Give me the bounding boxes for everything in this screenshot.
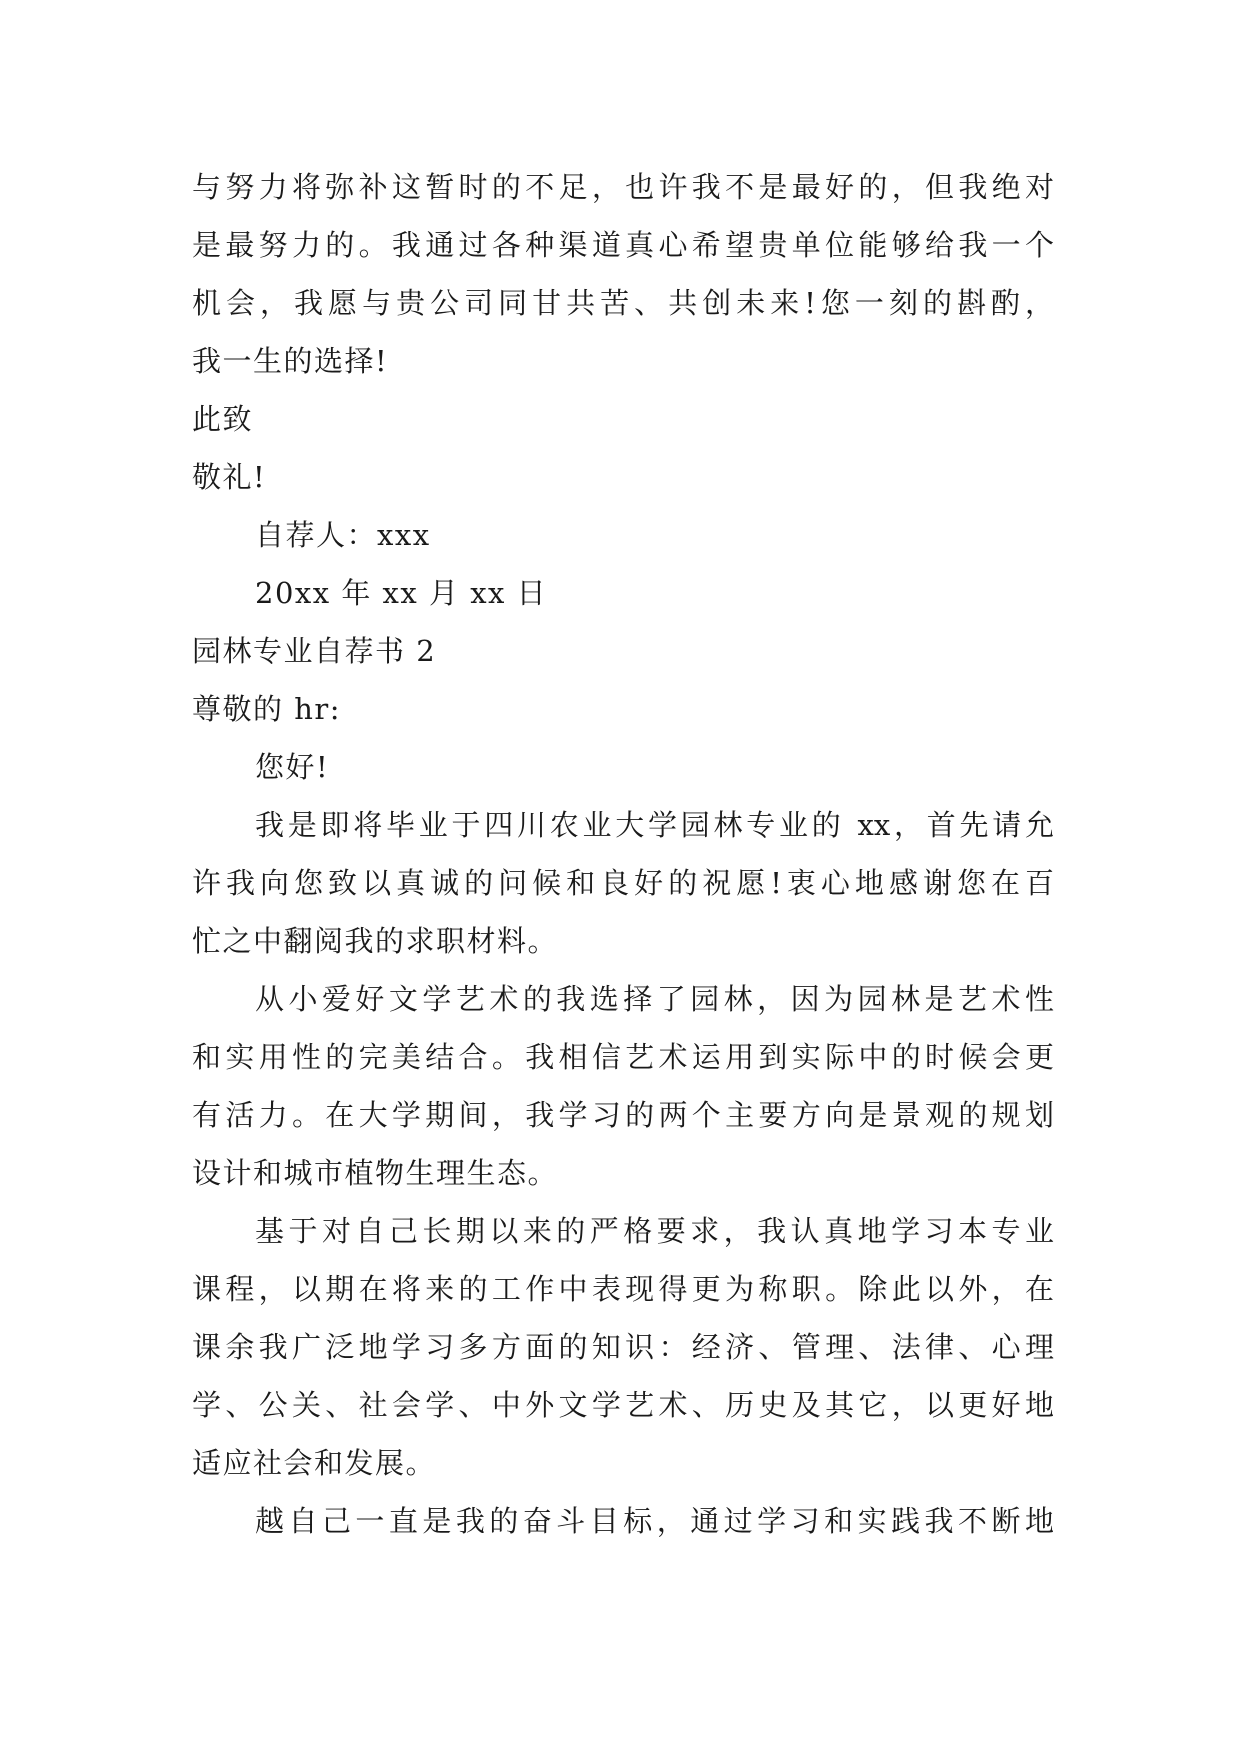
text-line: 越自己一直是我的奋斗目标，通过学习和实践我不断地 xyxy=(255,1504,1054,1538)
section-title: 园林专业自荐书 2 xyxy=(192,634,437,668)
text-line: 设计和城市植物生理生态。 xyxy=(192,1156,559,1190)
greeting-line: 您好! xyxy=(255,750,330,784)
text-line: 学、公关、社会学、中外文学艺术、历史及其它，以更好地 xyxy=(192,1388,1054,1422)
text-line: 忙之中翻阅我的求职材料。 xyxy=(192,924,559,958)
text-line: 基于对自己长期以来的严格要求，我认真地学习本专业 xyxy=(255,1214,1054,1248)
text-line: 和实用性的完美结合。我相信艺术运用到实际中的时候会更 xyxy=(192,1040,1054,1074)
text-line: 课余我广泛地学习多方面的知识：经济、管理、法律、心理 xyxy=(192,1330,1054,1364)
text-line: 我是即将毕业于四川农业大学园林专业的 xx，首先请允 xyxy=(255,808,1054,842)
signer-line: 自荐人：xxx xyxy=(255,518,431,552)
closing-line: 此致 xyxy=(192,402,254,436)
salutation-line: 敬礼! xyxy=(192,460,267,494)
text-line: 有活力。在大学期间，我学习的两个主要方向是景观的规划 xyxy=(192,1098,1054,1132)
text-line: 与努力将弥补这暂时的不足，也许我不是最好的，但我绝对 xyxy=(192,170,1054,204)
text-line: 从小爱好文学艺术的我选择了园林，因为园林是艺术性 xyxy=(255,982,1054,1016)
text-line: 许我向您致以真诚的问候和良好的祝愿!衷心地感谢您在百 xyxy=(192,866,1054,900)
text-line: 适应社会和发展。 xyxy=(192,1446,437,1480)
text-line: 我一生的选择! xyxy=(192,344,389,378)
text-line: 机会，我愿与贵公司同甘共苦、共创未来!您一刻的斟酌， xyxy=(192,286,1054,320)
document-page xyxy=(192,158,1054,1550)
date-line: 20xx 年 xx 月 xx 日 xyxy=(255,576,548,610)
greeting-recipient: 尊敬的 hr: xyxy=(192,692,342,726)
text-line: 课程，以期在将来的工作中表现得更为称职。除此以外，在 xyxy=(192,1272,1054,1306)
text-line: 是最努力的。我通过各种渠道真心希望贵单位能够给我一个 xyxy=(192,228,1054,262)
